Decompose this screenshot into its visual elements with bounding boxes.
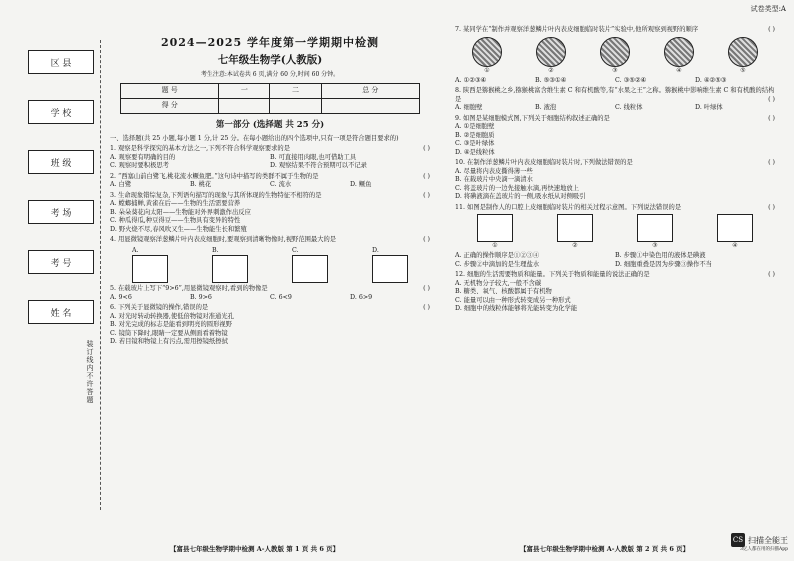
question-4: 4. 用显微镜观察洋葱鳞片叶内表皮细胞时,要观察到清晰物像时,视野范围最大的是 ( ) A. B. C. D. [110,236,430,283]
score-table: 题 号 一 二 总 分 得 分 [120,83,420,114]
exam-room-field: 考 场 [28,200,94,224]
exam-notice: 考生注意:本试卷共 6 页,满分 60 分,时间 60 分钟。 [200,71,340,79]
binding-sidebar [20,40,100,510]
right-column [455,0,775,316]
q11-figure: ① ② ③ ④ [455,214,775,250]
question-11: 11. 如图是制作人的口腔上皮细胞临时装片的相关过程示意图。下列说法错误的是 ( ) ① ② ③ ④ A. 正确的操作顺序是①②③④ B. 步骤①中染色用的液体是碘液 C. 步骤②中滴加的是生理盐水 D. 细胞重叠是因为步骤③操作不当 [455,203,775,268]
question-2: 2. “西塞山前白鹭飞,桃花流水鳜鱼肥。”这句诗中描写的类群不属于生物的是 ( ) A. 白鹭 B. 桃花 C. 流水 D. 鳜鱼 [110,172,430,189]
q4-figure: A. B. C. D. [110,247,430,284]
q7-figure: ① ② ③ ④ ⑤ [455,37,775,75]
question-10: 10. 在制作洋葱鳞片叶内表皮细胞临时装片时,下列做法错误的是 ( ) A. 尽量将内表皮撕得薄一些 B. 在载玻片中央滴一滴清水 C. 将盖玻片的一边先接触水滴,再快速地放上 D. 将碘液滴在盖玻片的一侧,吸水纸从对侧吸引 [455,159,775,201]
question-3: 3. 生命现象错综复杂,下列语句描写的现象与其所体现的生物特征不相符的是 ( ) A. 螳螂捕蝉,黄雀在后——生物的生活需要营养 B. 朵朵葵花向太阳——生物能对外界刺激作出反应 C. 种瓜得瓜,种豆得豆——生物具有变异的特性 D. 野火烧不尽,春风吹又生——生物能生长和繁殖 [110,191,430,233]
question-1: 1. 观察是科学探究的基本方法之一,下列不符合科学观察要求的是 ( ) A. 观察要有明确的目的 B. 可直接用肉眼,也可借助工具 C. 观察时要积极思考 D. 观察结果不符合预期可以不记录 [110,145,430,170]
school-field: 学 校 [28,100,94,124]
scanner-watermark: CS 扫描全能王 3亿人都在用的扫描App [731,533,788,547]
part1-title: 第一部分 (选择题 共 25 分) [215,120,325,131]
district-field: 区 县 [28,50,94,74]
question-6: 6. 下列关于显微镜的操作,错误的是 ( ) A. 对光时转动转换器,使低倍物镜对准通光孔 B. 对光完成的标志是能看到明亮的圆形视野 C. 镜筒下降时,眼睛一定要从侧面看着物镜 D. 若目镜和物镜上有污点,需用擦镜纸擦拭 [110,304,430,346]
question-9: 9. 如图是某细胞模式图,下列关于细胞结构叙述正确的是 ( ) A. ①是细胞壁 B. ②是细胞质 C. ③是叶绿体 D. ④是线粒体 [455,114,775,156]
question-12: 12. 细胞的生活需要物质和能量。下列关于物质和能量的说法正确的是 ( ) A. 无机物分子较大,一般不含碳 B. 糖类、氧气、核酸都属于有机物 C. 能量可以由一种形式转变成另一种形式 D. 细胞中的线粒体能够将光能转变为化学能 [455,271,775,313]
exam-number-field: 考 号 [28,250,94,274]
left-column [110,0,430,349]
class-field: 班 级 [28,150,94,174]
exam-type-label: 试卷类型:A [750,5,786,13]
scanner-logo-icon: CS [731,533,745,547]
question-5: 5. 在载玻片上写下“9>6”,用显微镜观察时,看到的物像是 ( ) A. 9<6 B. 9>6 C. 6<9 D. 6>9 [110,285,430,301]
exam-title: 2024—2025 学年度第一学期期中检测 [160,36,380,49]
part1-instruction: 一、选择题(共 25 小题,每小题 1 分,计 25 分。在每小题给出的四个选项中,只有一项是符合题目要求的) [110,134,399,142]
subject-title: 七年级生物学(人教版) [217,53,323,66]
question-7: 7. 某同学在“制作并观察洋葱鳞片叶内表皮细胞临时装片”实验中,他所观察到视野的顺序 ( ) ① ② ③ ④ ⑤ A. ①②③④ B. ⑤③①④ C. ③⑤②④ D. ④②⑤③ [455,26,775,84]
question-8: 8. 陕西是猕猴桃之乡,猕猴桃富含维生素 C 和有机酸等,有“水果之王”之称。猕猴桃中影响维生素 C 和有机酸的结构是 ( ) A. 细胞壁 B. 液泡 C. 线粒体 D. 叶绿体 [455,87,775,112]
binding-note: 装订线内不许答题 [86,340,94,404]
footer-left: 【富县七年级生物学期中检测 A-人教版 第 1 页 共 6 页】 [170,545,340,553]
name-field: 姓 名 [28,300,94,324]
footer-right: 【富县七年级生物学期中检测 A-人教版 第 2 页 共 6 页】 [520,545,690,553]
